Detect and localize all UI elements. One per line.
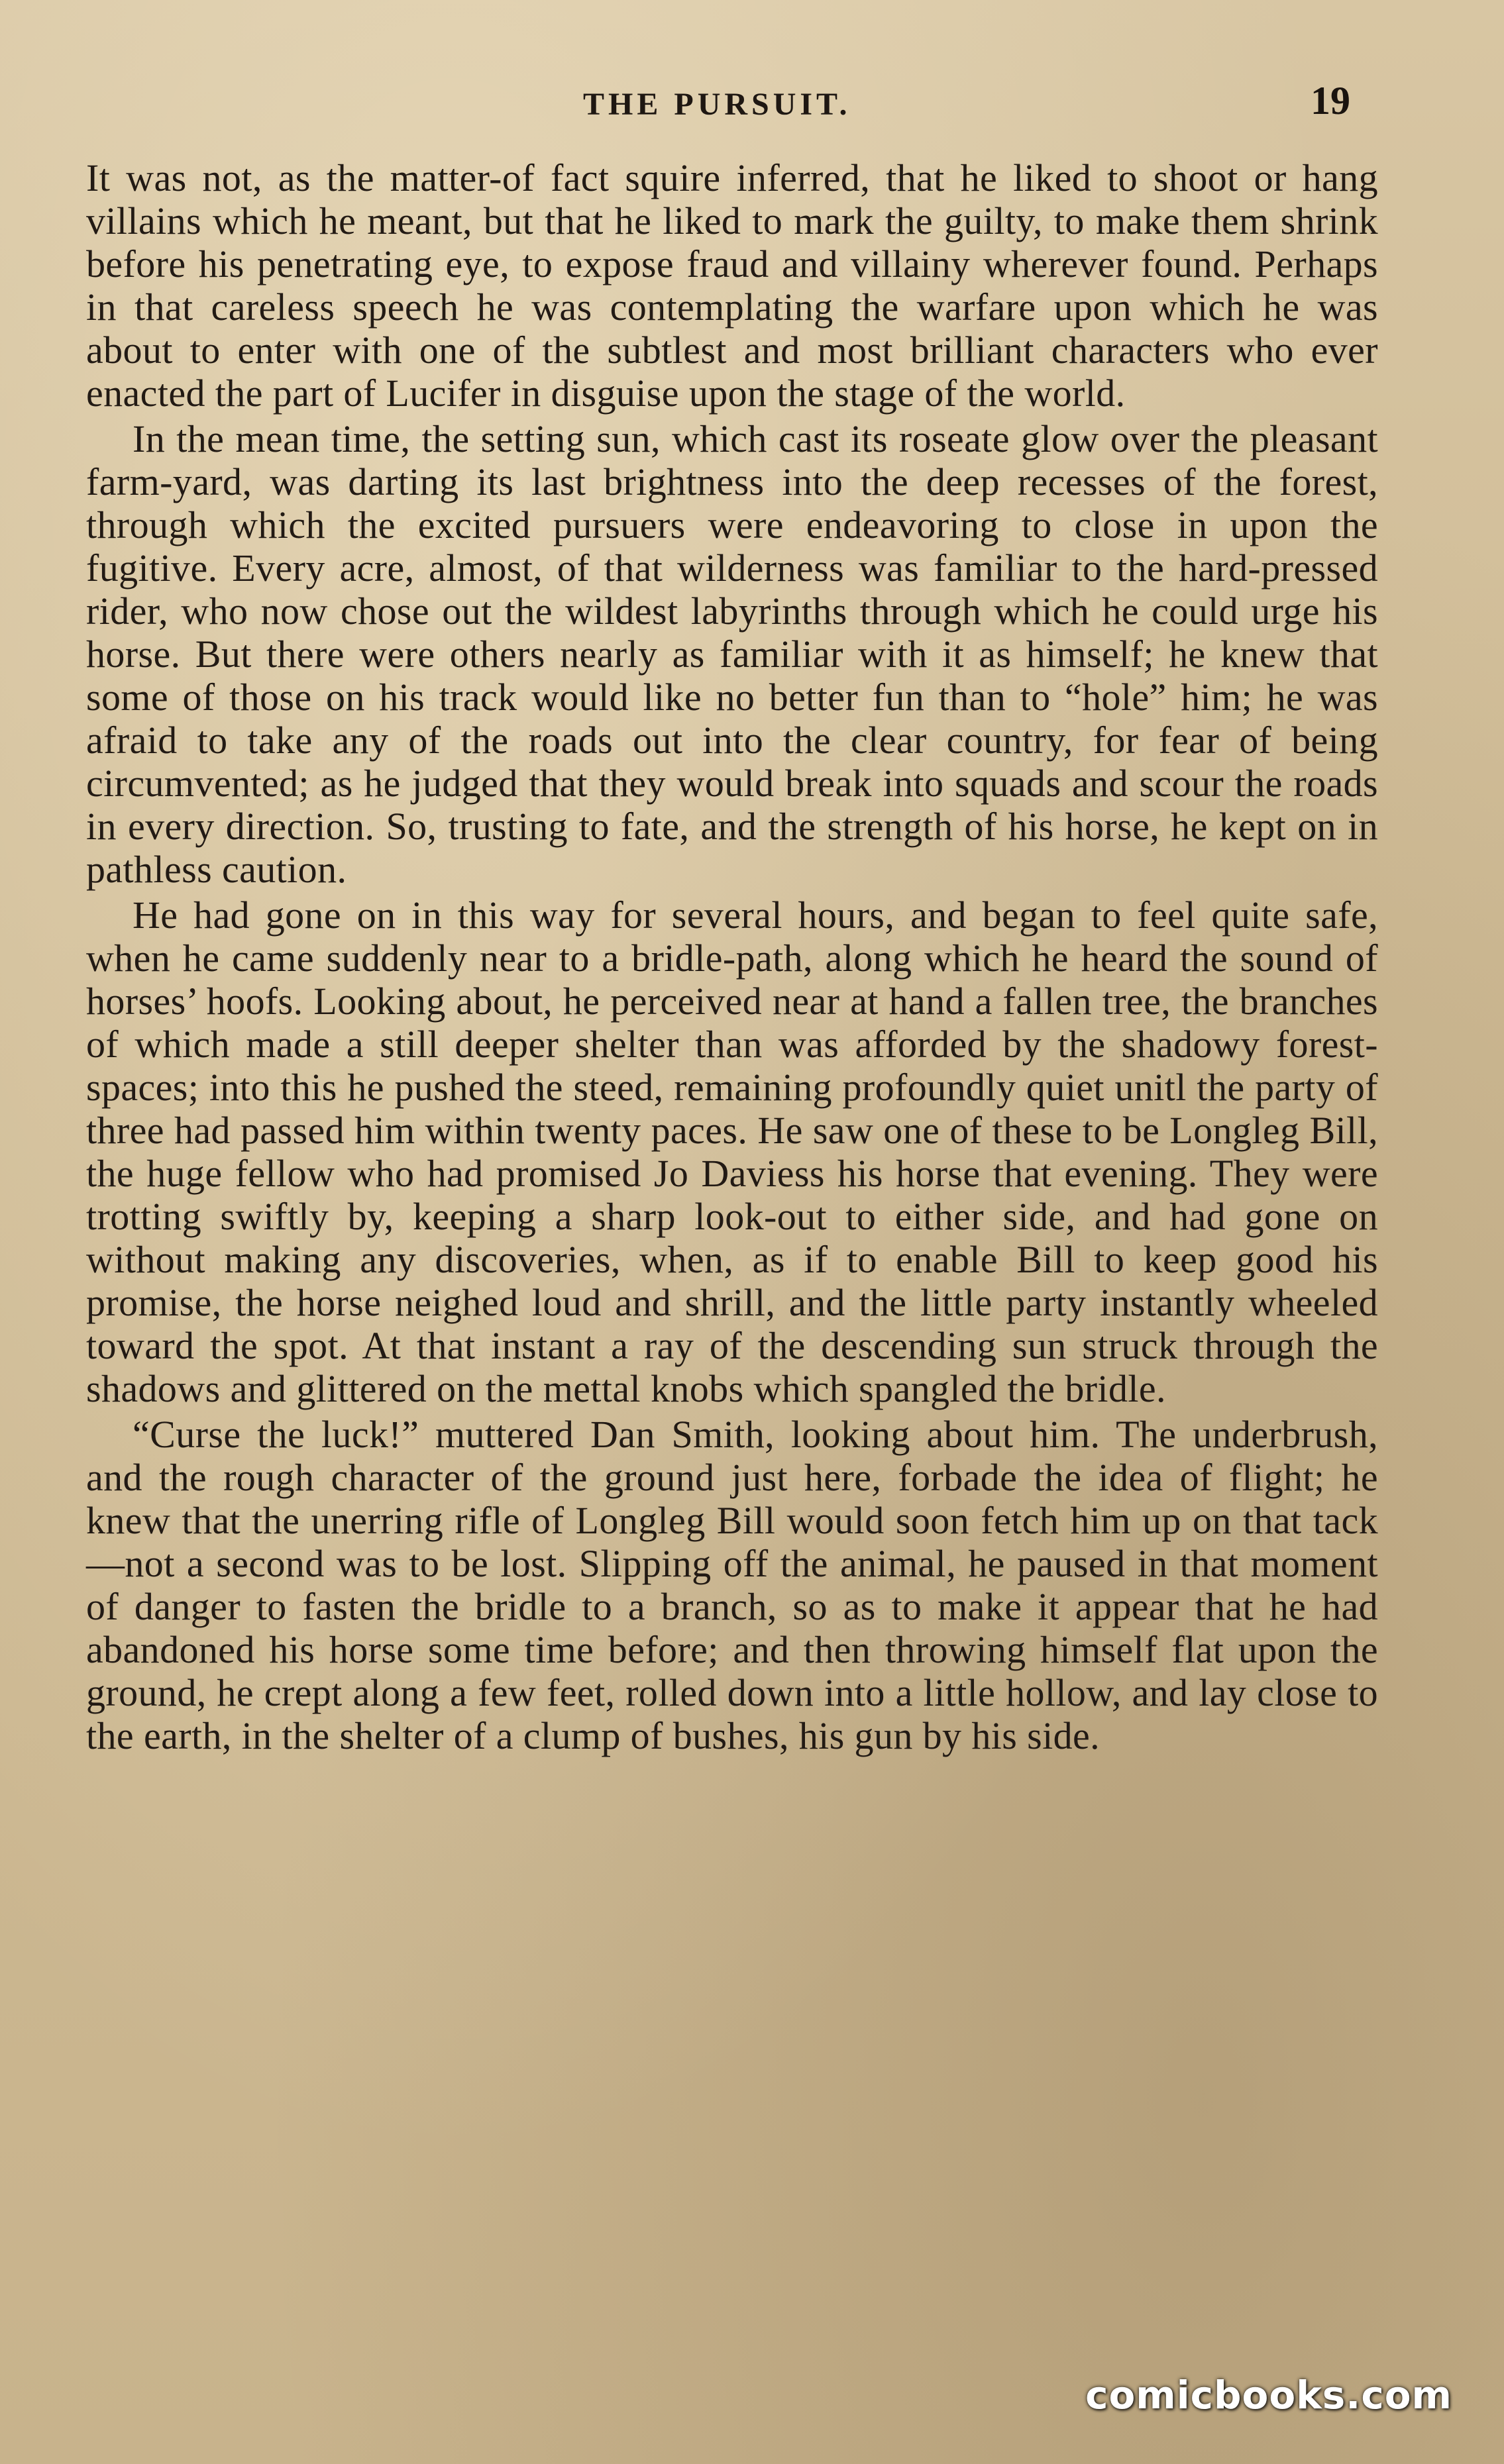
paragraph-1: It was not, as the matter-of fact squire inferred, that he liked to shoot or hang villains which he meant, but that he liked to mark the guilty, to make them shrink before his penetrating eye, to expose fraud and villainy wherever found. Perhaps in that careless speech he was contemplating the warfare upon which he was about to enter with one of the subtlest and most brilliant characters who ever enacted the part of Lucifer in disguise upon the stage of the world. bbox=[86, 156, 1378, 415]
paragraph-3: He had gone on in this way for several hours, and began to feel quite safe, when he came suddenly near to a bridle-path, along which he heard the sound of horses’ hoofs. Looking about, he perceived near at hand a fallen tree, the branches of which made a still deeper shelter than was afforded by the shadowy forest-spaces; into this he pushed the steed, remaining profoundly quiet unitl the party of three had passed him within twenty paces. He saw one of these to be Longleg Bill, the huge fellow who had promised Jo Daviess his horse that evening. They were trotting swiftly by, keeping a sharp look-out to either side, and had gone on without making any discoveries, when, as if to enable Bill to keep good his promise, the horse neighed loud and shrill, and the little party instantly wheeled toward the spot. At that instant a ray of the descending sun struck through the shadows and glittered on the mettal knobs which spangled the bridle. bbox=[86, 894, 1378, 1410]
watermark: comicbooks.com bbox=[1085, 2373, 1452, 2418]
page-number: 19 bbox=[1311, 79, 1350, 123]
paragraph-2: In the mean time, the setting sun, which cast its roseate glow over the pleasant farm-yard, was darting its last brightness into the deep recesses of the forest, through which the excited pursuers were endeavoring to close in upon the fugitive. Every acre, almost, of that wilderness was familiar to the hard-pressed rider, who now chose out the wildest labyrinths through which he could urge his horse. But there were others nearly as familiar with it as himself; he knew that some of those on his track would like no better fun than to “hole” him; he was afraid to take any of the roads out into the clear country, for fear of being circumvented; as he judged that they would break into squads and scour the roads in every direction. So, trusting to fate, and the strength of his horse, he kept on in pathless caution. bbox=[86, 417, 1378, 891]
page-header bbox=[0, 78, 1504, 138]
body-text bbox=[86, 156, 1378, 1760]
running-title: THE PURSUIT. bbox=[583, 87, 851, 122]
paragraph-4: “Curse the luck!” muttered Dan Smith, looking about him. The underbrush, and the rough character of the ground just here, forbade the idea of flight; he knew that the unerring rifle of Longleg Bill would soon fetch him up on that tack—not a second was to be lost. Slipping off the animal, he paused in that moment of danger to fasten the bridle to a branch, so as to make it appear that he had abandoned his horse some time before; and then throwing himself flat upon the ground, he crept along a few feet, rolled down into a little hollow, and lay close to the earth, in the shelter of a clump of bushes, his gun by his side. bbox=[86, 1413, 1378, 1757]
